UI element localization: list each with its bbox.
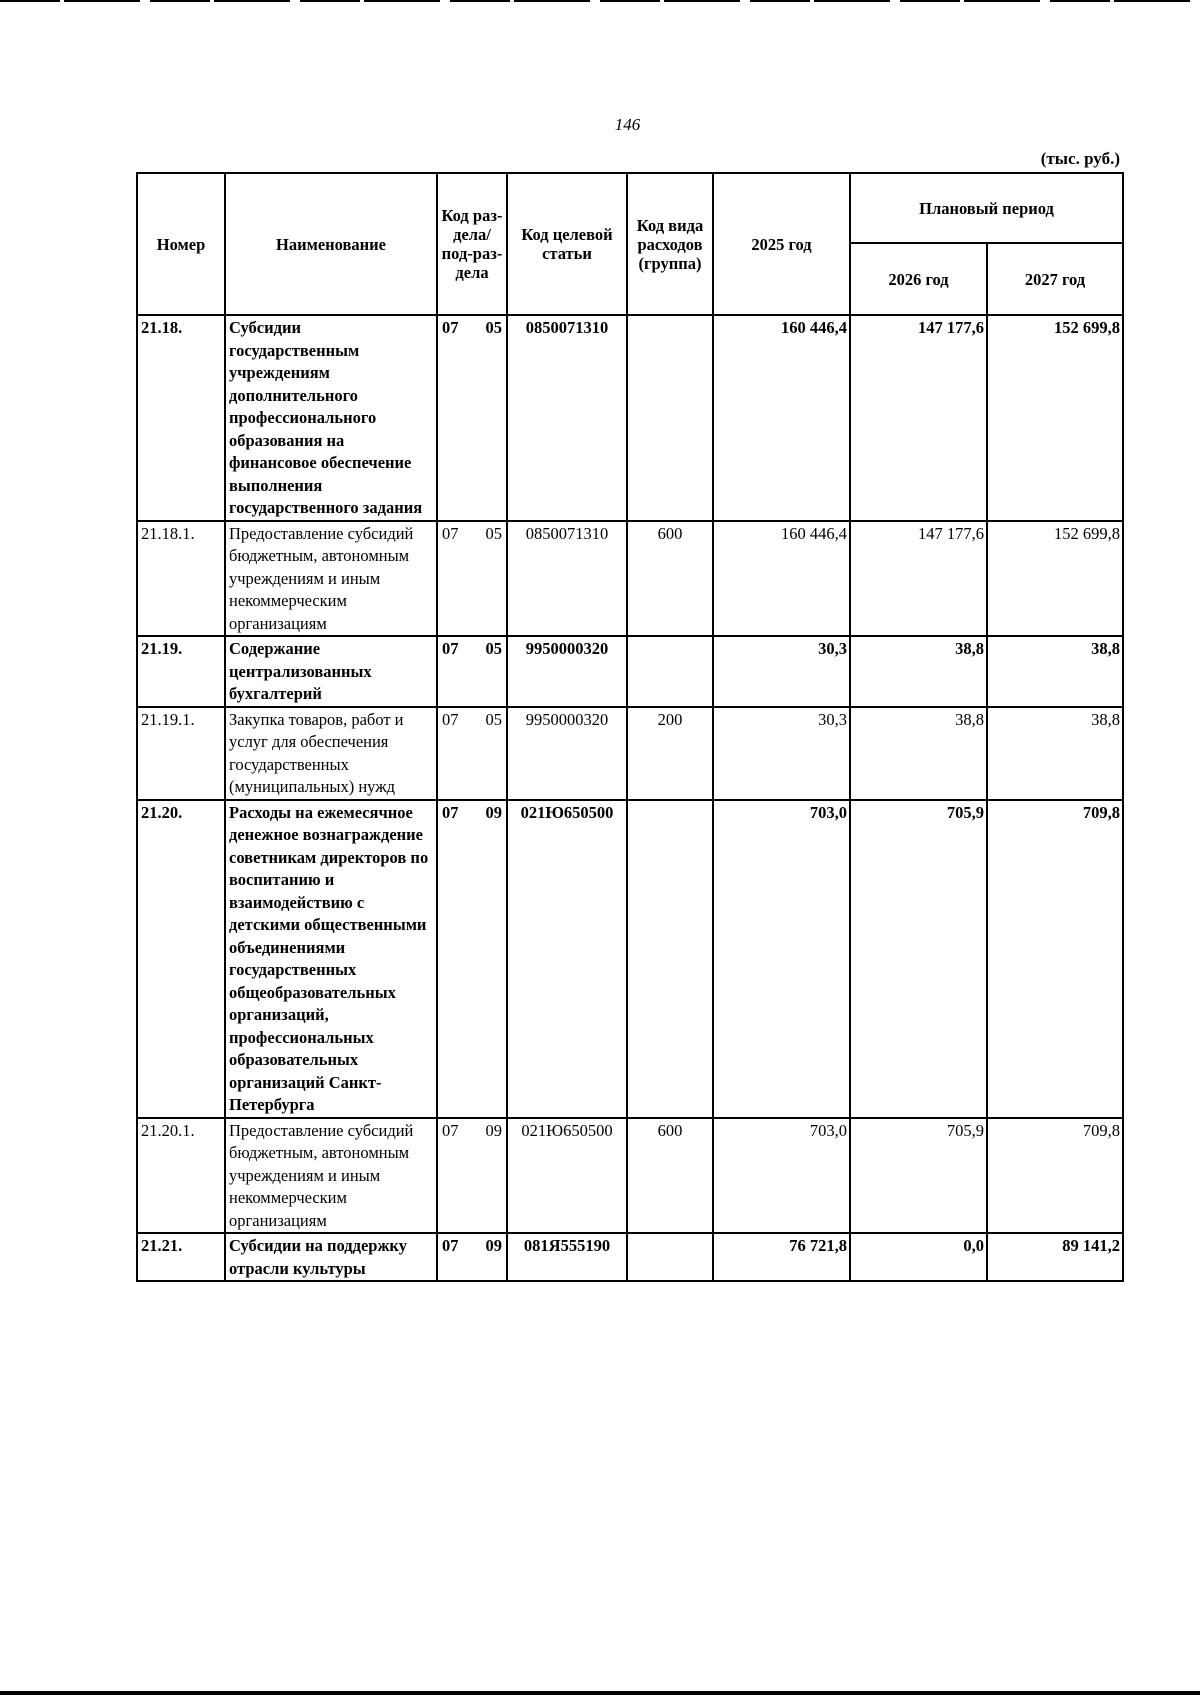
header-year-2025: 2025 год [713, 173, 850, 315]
row-expense-type: 200 [627, 707, 713, 800]
table-header [137, 173, 1123, 315]
table-row [137, 800, 1123, 1118]
row-expense-type [627, 636, 713, 707]
row-target-code: 9950000320 [507, 636, 627, 707]
row-number: 21.19.1. [137, 707, 225, 800]
row-target-code: 021Ю650500 [507, 1118, 627, 1234]
row-name: Предоставление субсидий бюджетным, автономным учреждениям и иным некоммерческим организациям [225, 1118, 437, 1234]
row-target-code: 0850071310 [507, 315, 627, 521]
row-number: 21.20.1. [137, 1118, 225, 1234]
row-section-code [437, 315, 507, 521]
row-year-2025: 160 446,4 [713, 521, 850, 637]
budget-table [136, 172, 1124, 1282]
row-expense-type: 600 [627, 1118, 713, 1234]
row-year-2025: 160 446,4 [713, 315, 850, 521]
row-number: 21.21. [137, 1233, 225, 1281]
header-section-code: Код раз-дела/ под-раз-дела [437, 173, 507, 315]
row-year-2027: 38,8 [987, 636, 1123, 707]
row-section: 07 [442, 639, 459, 658]
row-year-2026: 38,8 [850, 636, 987, 707]
header-number: Номер [137, 173, 225, 315]
header-year-2026: 2026 год [850, 243, 987, 315]
row-year-2026: 705,9 [850, 1118, 987, 1234]
row-section: 07 [442, 1236, 459, 1255]
row-year-2027: 89 141,2 [987, 1233, 1123, 1281]
units-label: (тыс. руб.) [1040, 149, 1120, 168]
row-year-2026: 147 177,6 [850, 315, 987, 521]
table-row [137, 315, 1123, 521]
row-expense-type [627, 800, 713, 1118]
row-expense-type [627, 1233, 713, 1281]
row-section-code [437, 707, 507, 800]
row-subsection: 09 [485, 802, 502, 822]
row-year-2027: 709,8 [987, 800, 1123, 1118]
row-section: 07 [442, 523, 459, 543]
table-row [137, 521, 1123, 637]
scan-top-edge [0, 0, 1200, 2]
header-name: Наименование [225, 173, 437, 315]
row-subsection: 09 [485, 1120, 502, 1140]
row-target-code: 0850071310 [507, 521, 627, 637]
header-target-code: Код целевой статьи [507, 173, 627, 315]
row-expense-type [627, 315, 713, 521]
row-name: Расходы на ежемесячное денежное вознаграждение советникам директоров по воспитанию и взаимодействию с детскими общественными объединениями государственных общеобразовательных организаций, профессиональных образовательных организаций Санкт-Петербурга [225, 800, 437, 1118]
table-body [137, 315, 1123, 1281]
row-section: 07 [442, 802, 459, 822]
row-target-code: 021Ю650500 [507, 800, 627, 1118]
table-row [137, 707, 1123, 800]
row-year-2025: 30,3 [713, 707, 850, 800]
row-expense-type: 600 [627, 521, 713, 637]
row-section-code [437, 1118, 507, 1234]
row-section: 07 [442, 318, 459, 337]
row-number: 21.20. [137, 800, 225, 1118]
row-year-2027: 709,8 [987, 1118, 1123, 1234]
row-name: Предоставление субсидий бюджетным, автономным учреждениям и иным некоммерческим организациям [225, 521, 437, 637]
row-year-2026: 38,8 [850, 707, 987, 800]
row-year-2027: 152 699,8 [987, 315, 1123, 521]
row-section-code [437, 1233, 507, 1281]
table-row [137, 1118, 1123, 1234]
header-expense-type: Код вида расходов (группа) [627, 173, 713, 315]
scan-bottom-edge [0, 1691, 1200, 1695]
row-year-2026: 147 177,6 [850, 521, 987, 637]
row-name: Закупка товаров, работ и услуг для обеспечения государственных (муниципальных) нужд [225, 707, 437, 800]
row-subsection: 05 [485, 523, 502, 543]
row-year-2025: 76 721,8 [713, 1233, 850, 1281]
row-section-code [437, 521, 507, 637]
row-year-2025: 703,0 [713, 1118, 850, 1234]
row-year-2026: 705,9 [850, 800, 987, 1118]
row-subsection: 05 [485, 639, 502, 658]
page-number: 146 [614, 115, 641, 134]
row-target-code: 081Я555190 [507, 1233, 627, 1281]
row-section: 07 [442, 709, 459, 729]
row-year-2025: 703,0 [713, 800, 850, 1118]
row-subsection: 05 [485, 709, 502, 729]
header-year-2027: 2027 год [987, 243, 1123, 315]
row-subsection: 09 [485, 1236, 502, 1255]
row-section-code [437, 636, 507, 707]
row-number: 21.19. [137, 636, 225, 707]
row-year-2025: 30,3 [713, 636, 850, 707]
header-planning-period: Плановый период [850, 173, 1123, 243]
row-target-code: 9950000320 [507, 707, 627, 800]
row-section-code [437, 800, 507, 1118]
row-name: Содержание централизованных бухгалтерий [225, 636, 437, 707]
row-year-2027: 152 699,8 [987, 521, 1123, 637]
row-name: Субсидии на поддержку отрасли культуры [225, 1233, 437, 1281]
row-number: 21.18. [137, 315, 225, 521]
row-year-2026: 0,0 [850, 1233, 987, 1281]
table-row [137, 636, 1123, 707]
row-subsection: 05 [485, 318, 502, 337]
row-year-2027: 38,8 [987, 707, 1123, 800]
row-name: Субсидии государственным учреждениям дополнительного профессионального образования на финансовое обеспечение выполнения государственного задания [225, 315, 437, 521]
row-number: 21.18.1. [137, 521, 225, 637]
row-section: 07 [442, 1120, 459, 1140]
table-row [137, 1233, 1123, 1281]
